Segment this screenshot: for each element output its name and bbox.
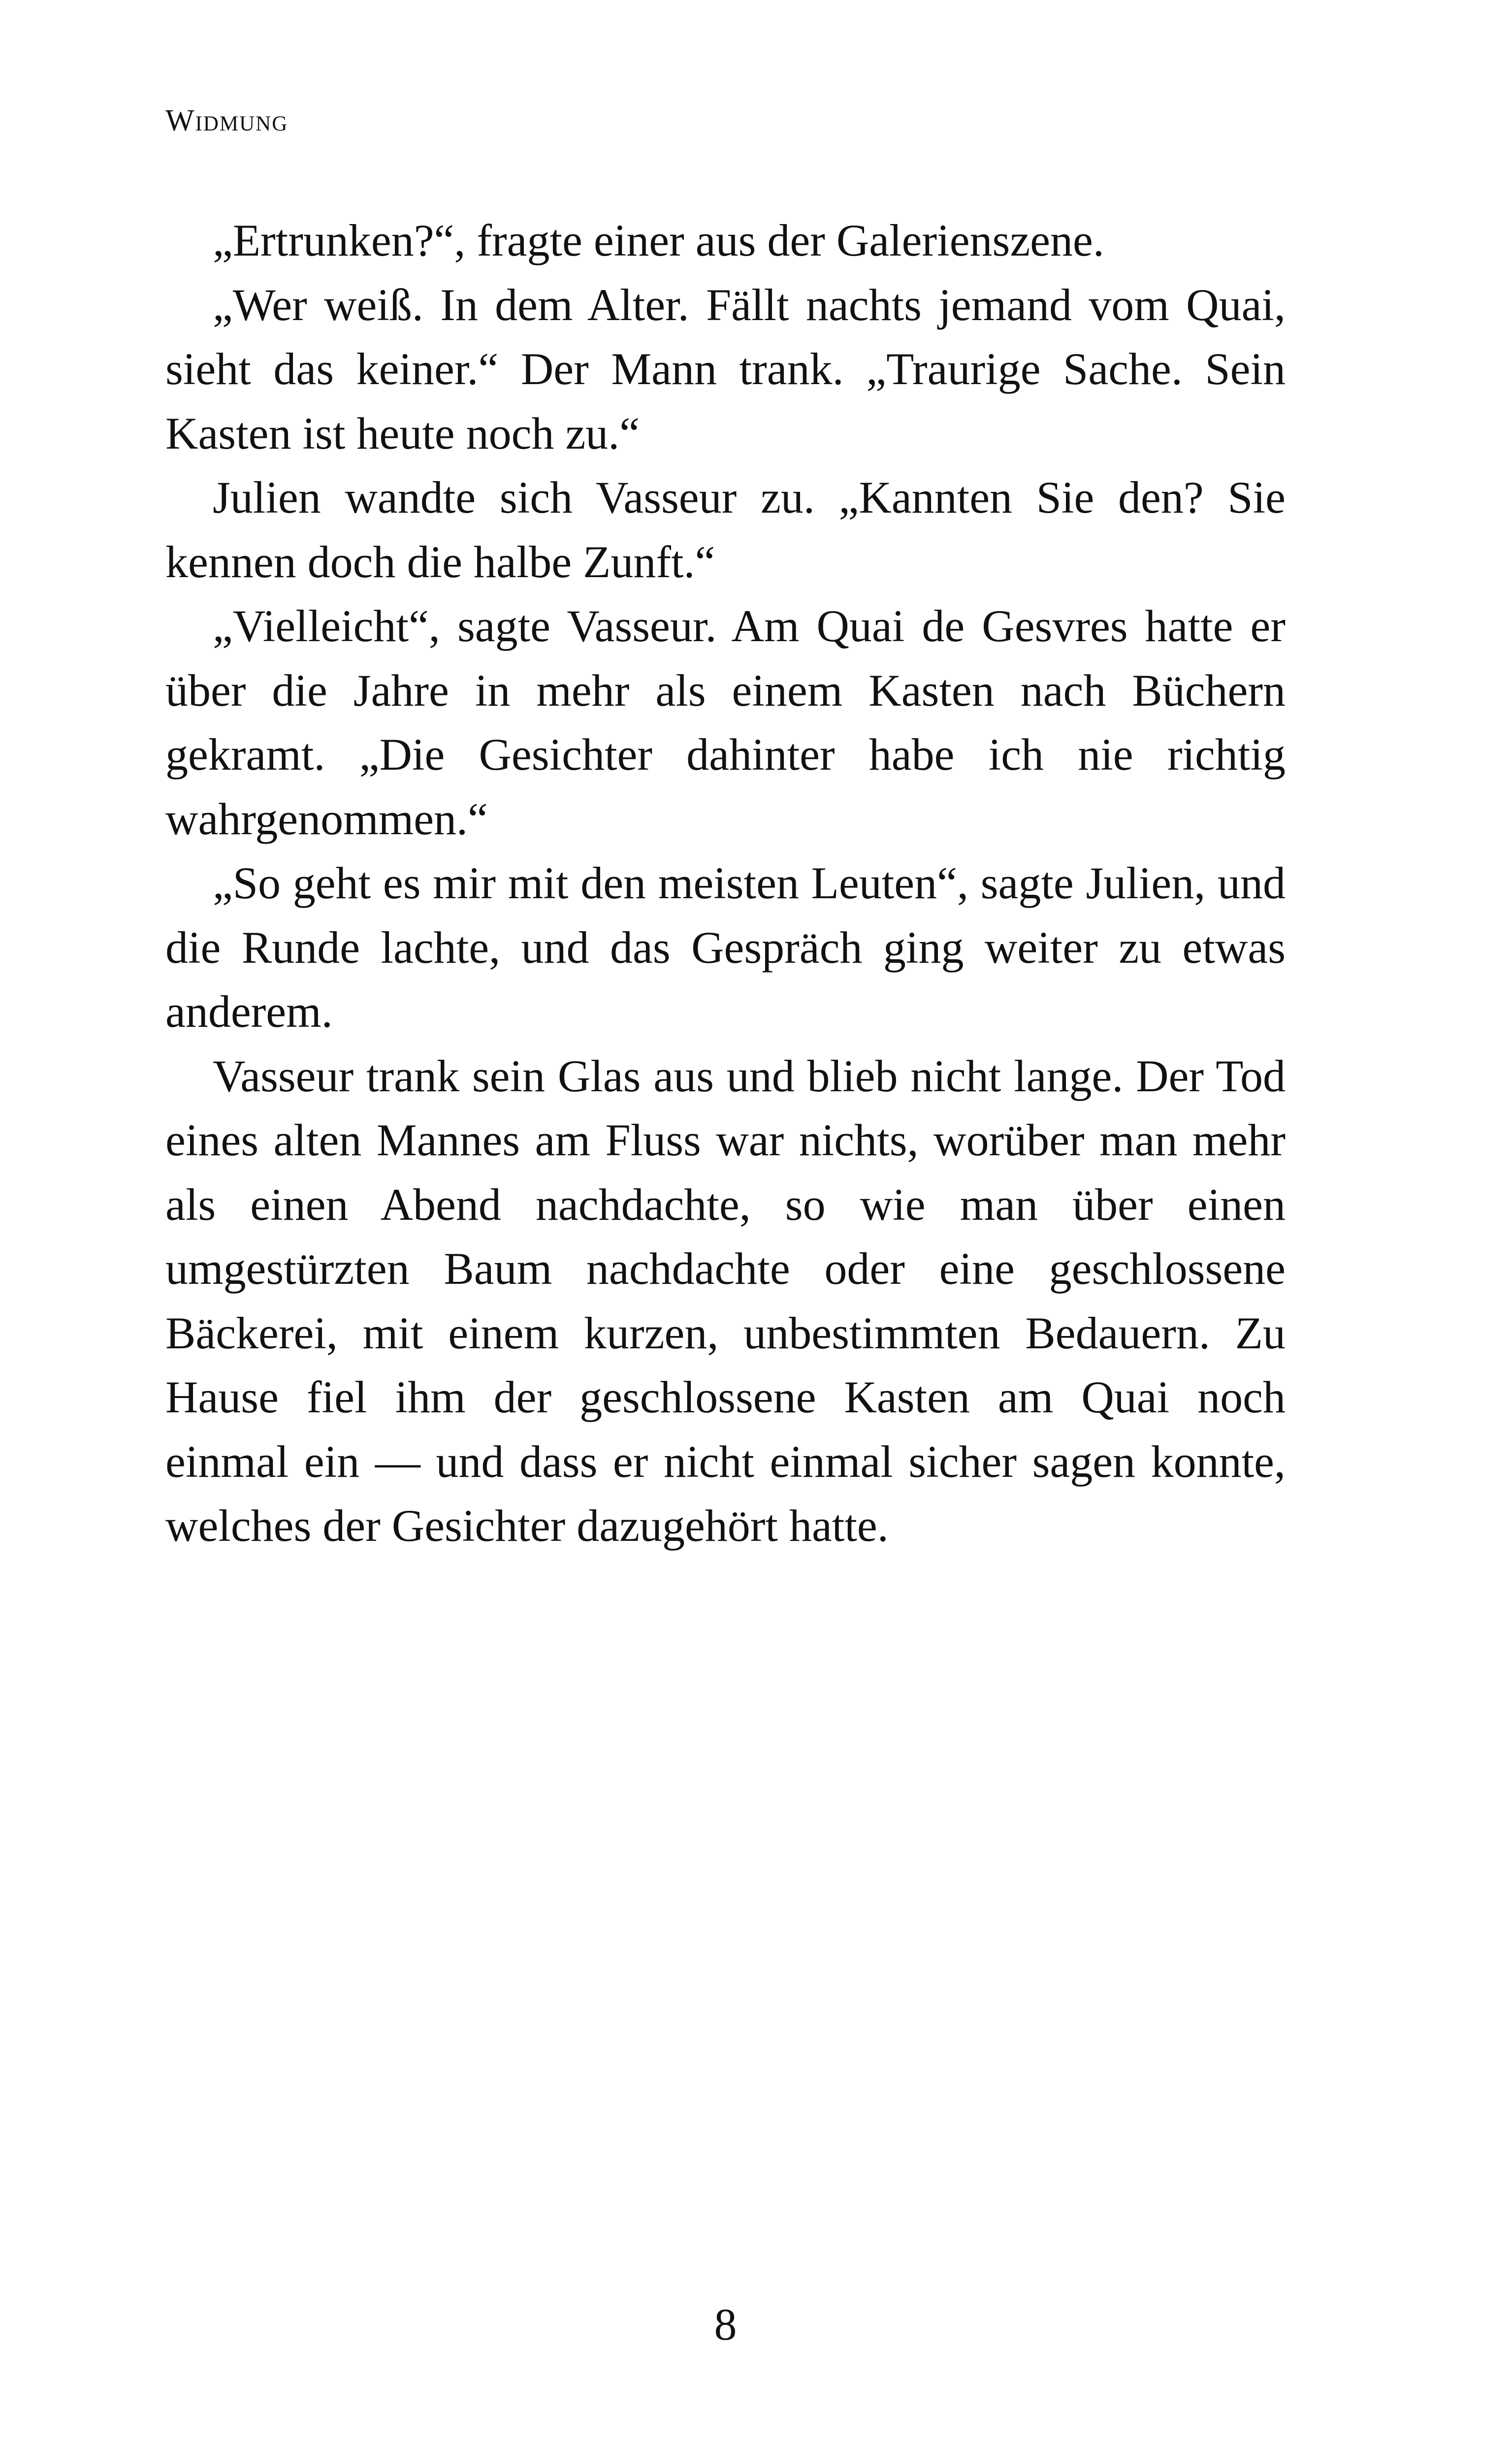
paragraph: „Vielleicht“, sagte Vasseur. Am Quai de Gesvres hatte er über die Jahre in mehr als einem Kasten nach Büchern gekramt. „Die Gesichter dahinter habe ich nie richtig wahrgenommen.“ — [165, 601, 1286, 844]
running-head: Widmung — [165, 104, 289, 137]
body-text — [165, 208, 1286, 1558]
paragraph: „Wer weiß. In dem Alter. Fällt nachts jemand vom Quai, sieht das keiner.“ Der Mann trank. „Traurige Sache. Sein Kasten ist heute noch zu.“ — [165, 279, 1286, 458]
page-number: 8 — [714, 2299, 737, 2349]
paragraph: Julien wandte sich Vasseur zu. „Kannten Sie den? Sie kennen doch die halbe Zunft.“ — [165, 472, 1286, 587]
paragraph: „So geht es mir mit den meisten Leuten“, sagte Julien, und die Runde lachte, und das Gespräch ging weiter zu etwas anderem. — [165, 858, 1286, 1037]
paragraph: Vasseur trank sein Glas aus und blieb nicht lange. Der Tod eines alten Mannes am Fluss war nichts, worüber man mehr als einen Abend nachdachte, so wie man über einen umgestürzten Baum nachdachte oder eine geschlossene Bäckerei, mit einem kurzen, unbestimmten Bedauern. Zu Hause fiel ihm der geschlossene Kasten am Quai noch einmal ein — und dass er nicht einmal sicher sagen konnte, welches der Gesichter dazugehört hatte. — [165, 1050, 1286, 1551]
paragraph: „Ertrunken?“, fragte einer aus der Galerienszene. — [213, 215, 1104, 265]
